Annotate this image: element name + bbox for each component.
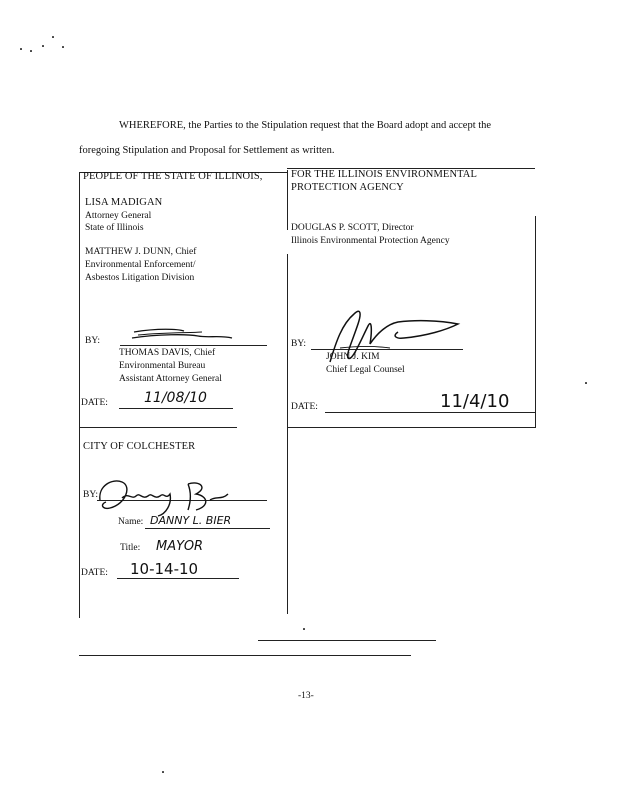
right-border bbox=[535, 216, 536, 428]
people-date-label: DATE: bbox=[81, 398, 108, 408]
scan-speck bbox=[20, 48, 22, 50]
scan-speck bbox=[162, 771, 164, 773]
page-number: -13- bbox=[298, 691, 314, 701]
enforcement-chief-name: MATTHEW J. DUNN, Chief bbox=[85, 247, 197, 257]
attorney-general-name: LISA MADIGAN bbox=[85, 197, 163, 208]
attorney-general-state: State of Illinois bbox=[85, 223, 144, 233]
city-by-label: BY: bbox=[83, 490, 98, 500]
scan-speck bbox=[62, 46, 64, 48]
iepa-date-value: 11/4/10 bbox=[440, 391, 510, 412]
scan-speck bbox=[52, 36, 54, 38]
people-date-value: 11/08/10 bbox=[144, 390, 207, 406]
thomas-davis-signature bbox=[128, 326, 238, 346]
danny-bier-signature bbox=[92, 470, 242, 520]
people-signer-name: THOMAS DAVIS, Chief bbox=[119, 348, 216, 358]
attorney-general-title: Attorney General bbox=[85, 211, 152, 221]
city-date-line bbox=[117, 578, 239, 579]
iepa-date-label: DATE: bbox=[291, 402, 318, 412]
iepa-signer-name: JOHN J. KIM bbox=[326, 352, 380, 362]
scan-speck bbox=[585, 382, 587, 384]
people-date-line bbox=[119, 408, 233, 409]
city-name-line bbox=[145, 528, 270, 529]
iepa-director-role: Illinois Environmental Protection Agency bbox=[291, 236, 450, 246]
enforcement-chief-role-2: Asbestos Litigation Division bbox=[85, 273, 195, 283]
people-signer-role-1: Environmental Bureau bbox=[119, 361, 206, 371]
iepa-heading-2: PROTECTION AGENCY bbox=[291, 182, 404, 193]
bottom-rule-long bbox=[79, 655, 411, 656]
scan-speck bbox=[303, 628, 305, 630]
city-name-value: DANNY L. BIER bbox=[150, 514, 232, 527]
people-heading: PEOPLE OF THE STATE OF ILLINOIS, bbox=[83, 171, 263, 182]
people-by-label: BY: bbox=[85, 336, 100, 346]
intro-line-1: WHEREFORE, the Parties to the Stipulation request that the Board adopt and accept the bbox=[119, 120, 492, 131]
city-date-label: DATE: bbox=[81, 568, 108, 578]
city-name-label: Name: bbox=[118, 517, 144, 527]
bottom-rule-short bbox=[258, 640, 436, 641]
people-signer-role-2: Assistant Attorney General bbox=[119, 374, 222, 384]
city-top-rule bbox=[79, 427, 237, 428]
city-date-value: 10-14-10 bbox=[130, 560, 199, 578]
iepa-heading-1: FOR THE ILLINOIS ENVIRONMENTAL bbox=[291, 169, 477, 180]
column-divider-top bbox=[287, 170, 288, 230]
iepa-date-line bbox=[325, 412, 535, 413]
iepa-bottom-rule bbox=[287, 427, 535, 428]
iepa-by-label: BY: bbox=[291, 339, 306, 349]
column-divider-bottom bbox=[287, 254, 288, 614]
city-heading: CITY OF COLCHESTER bbox=[83, 441, 196, 452]
city-title-label: Title: bbox=[120, 543, 141, 553]
scan-speck bbox=[42, 45, 44, 47]
scan-speck bbox=[30, 50, 32, 52]
left-border bbox=[79, 172, 80, 618]
city-title-value: MAYOR bbox=[156, 539, 204, 554]
enforcement-chief-role-1: Environmental Enforcement/ bbox=[85, 260, 196, 270]
iepa-director-name: DOUGLAS P. SCOTT, Director bbox=[291, 223, 414, 233]
intro-line-2: foregoing Stipulation and Proposal for Settlement as written. bbox=[79, 145, 335, 156]
iepa-signer-role: Chief Legal Counsel bbox=[326, 365, 405, 375]
